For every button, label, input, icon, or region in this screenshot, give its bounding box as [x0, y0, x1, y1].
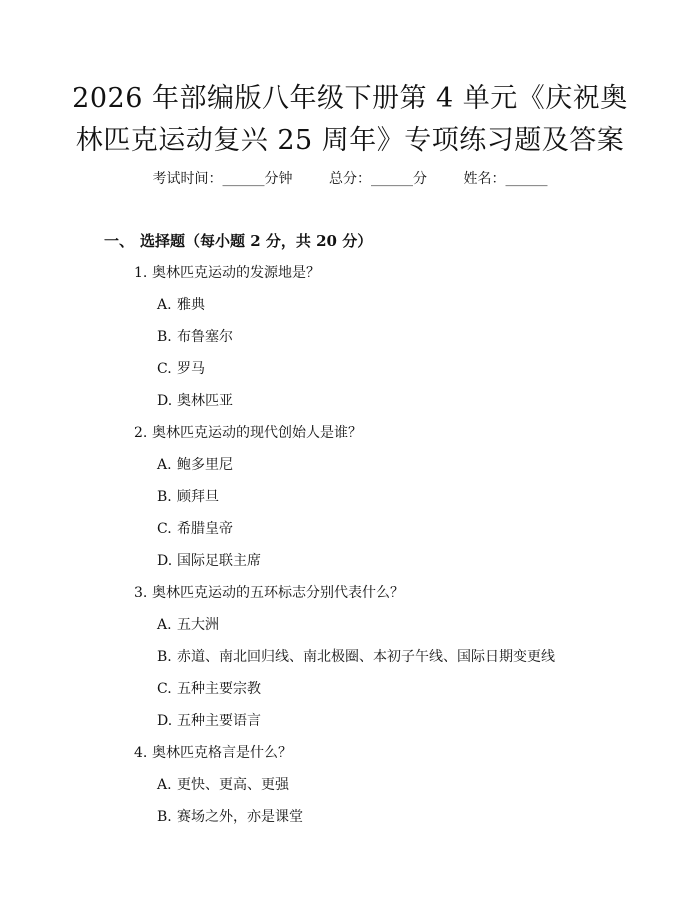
question-text: 奥林匹克运动的发源地是？ — [152, 265, 320, 281]
option-item — [157, 550, 261, 570]
question-number: 1. — [134, 265, 148, 281]
option-label: C. — [157, 361, 172, 377]
exam-info — [0, 168, 700, 188]
option-text: 更快、更高、更强 — [177, 777, 289, 793]
option-item — [157, 646, 555, 666]
question-item — [134, 422, 362, 442]
section-title: 选择题（每小题 2 分，共 20 分） — [140, 232, 373, 250]
question-number: 4. — [134, 745, 148, 761]
option-item — [157, 710, 261, 730]
option-label: A. — [157, 457, 172, 473]
option-label: C. — [157, 521, 172, 537]
option-text: 奥林匹亚 — [177, 393, 233, 409]
question-item — [134, 742, 292, 762]
section-number: 一、 — [104, 232, 135, 250]
option-text: 鲍多里尼 — [177, 457, 233, 473]
option-item — [157, 326, 233, 346]
title-line-1: 2026 年部编版八年级下册第 4 单元《庆祝奥 — [72, 83, 628, 114]
option-item — [157, 678, 261, 698]
question-item — [134, 262, 320, 282]
question-number: 2. — [134, 425, 148, 441]
option-label: D. — [157, 713, 173, 729]
option-label: A. — [157, 777, 172, 793]
option-label: A. — [157, 297, 172, 313]
total-score-field: 总分：______分 — [329, 171, 427, 187]
option-text: 顾拜旦 — [177, 489, 219, 505]
option-item — [157, 806, 303, 826]
section-heading — [104, 230, 372, 251]
exam-time-field: 考试时间：______分钟 — [152, 171, 293, 187]
option-text: 希腊皇帝 — [177, 521, 233, 537]
option-label: D. — [157, 553, 173, 569]
option-text: 国际足联主席 — [177, 553, 261, 569]
title-line-2: 林匹克运动复兴 25 周年》专项练习题及答案 — [75, 125, 625, 156]
option-text: 布鲁塞尔 — [177, 329, 233, 345]
option-label: D. — [157, 393, 173, 409]
question-text: 奥林匹克格言是什么？ — [152, 745, 292, 761]
option-item — [157, 486, 219, 506]
option-item — [157, 518, 233, 538]
question-text: 奥林匹克运动的现代创始人是谁？ — [152, 425, 362, 441]
option-item — [157, 774, 289, 794]
option-item — [157, 294, 205, 314]
option-label: B. — [157, 649, 172, 665]
option-text: 雅典 — [177, 297, 205, 313]
option-text: 罗马 — [177, 361, 205, 377]
option-text: 五种主要语言 — [177, 713, 261, 729]
option-label: A. — [157, 617, 172, 633]
question-item — [134, 582, 404, 602]
question-text: 奥林匹克运动的五环标志分别代表什么？ — [152, 585, 404, 601]
option-label: B. — [157, 329, 172, 345]
student-name-field: 姓名：______ — [463, 171, 548, 187]
option-label: C. — [157, 681, 172, 697]
option-text: 赛场之外，亦是课堂 — [177, 809, 303, 825]
option-item — [157, 614, 219, 634]
option-item — [157, 454, 233, 474]
question-number: 3. — [134, 585, 148, 601]
option-label: B. — [157, 489, 172, 505]
option-item — [157, 390, 233, 410]
document-title — [60, 78, 640, 162]
option-label: B. — [157, 809, 172, 825]
option-text: 五大洲 — [177, 617, 219, 633]
option-text: 五种主要宗教 — [177, 681, 261, 697]
option-text: 赤道、南北回归线、南北极圈、本初子午线、国际日期变更线 — [177, 649, 555, 665]
option-item — [157, 358, 205, 378]
